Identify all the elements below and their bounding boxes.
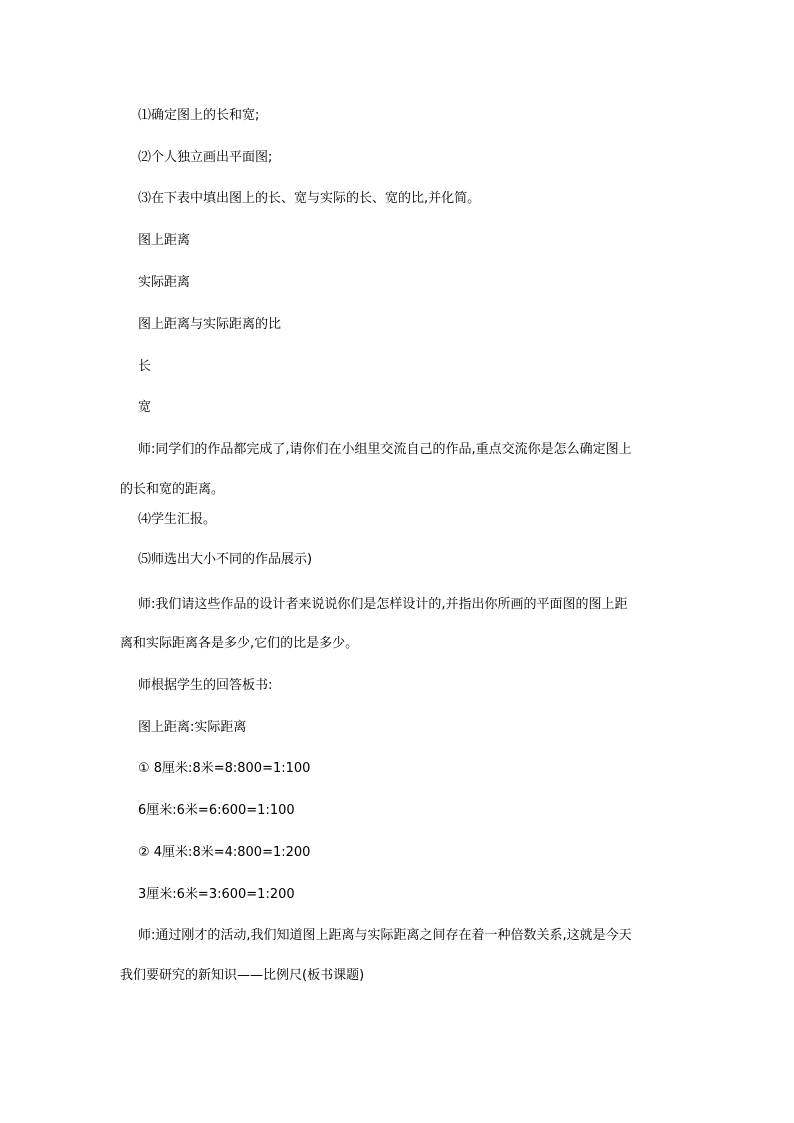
board-note-intro: 师根据学生的回答板书:	[138, 678, 273, 693]
teacher-summary-line-1: 师:通过刚才的活动,我们知道图上距离与实际距离之间存在着一种倍数关系,这就是今天	[138, 928, 632, 943]
step-5-text: ⑸师选出大小不同的作品展示)	[138, 552, 313, 567]
step-4-text: ⑷学生汇报。	[138, 512, 217, 527]
teacher-prompt-line-1: 师:同学们的作品都完成了,请你们在小组里交流自己的作品,重点交流你是怎么确定图上	[138, 442, 632, 457]
teacher-question-line-2: 离和实际距离各是多少,它们的比是多少。	[120, 636, 359, 651]
teacher-question-line-1: 师:我们请这些作品的设计者来说说你们是怎样设计的,并指出你所画的平面图的图上距	[138, 597, 628, 612]
board-note-line-3: ② 4厘米:8米=4:800=1:200	[138, 845, 311, 860]
table-label-width: 宽	[138, 400, 152, 415]
table-label-ratio: 图上距离与实际距离的比	[138, 317, 282, 332]
board-note-line-4: 3厘米:6米=3:600=1:200	[138, 887, 295, 902]
step-2-text: ⑵个人独立画出平面图;	[138, 150, 273, 165]
board-note-line-1: ① 8厘米:8米=8:800=1:100	[138, 761, 311, 776]
step-1-text: ⑴确定图上的长和宽;	[138, 108, 260, 123]
teacher-summary-line-2: 我们要研究的新知识——比例尺(板书课题)	[120, 968, 365, 983]
table-label-map-distance: 图上距离	[138, 233, 191, 248]
board-note-header: 图上距离:实际距离	[138, 720, 247, 735]
table-label-length: 长	[138, 359, 152, 374]
teacher-prompt-line-2: 的长和宽的距离。	[120, 482, 225, 497]
table-label-actual-distance: 实际距离	[138, 275, 191, 290]
board-note-line-2: 6厘米:6米=6:600=1:100	[138, 803, 295, 818]
step-3-text: ⑶在下表中填出图上的长、宽与实际的长、宽的比,并化简。	[138, 191, 481, 206]
